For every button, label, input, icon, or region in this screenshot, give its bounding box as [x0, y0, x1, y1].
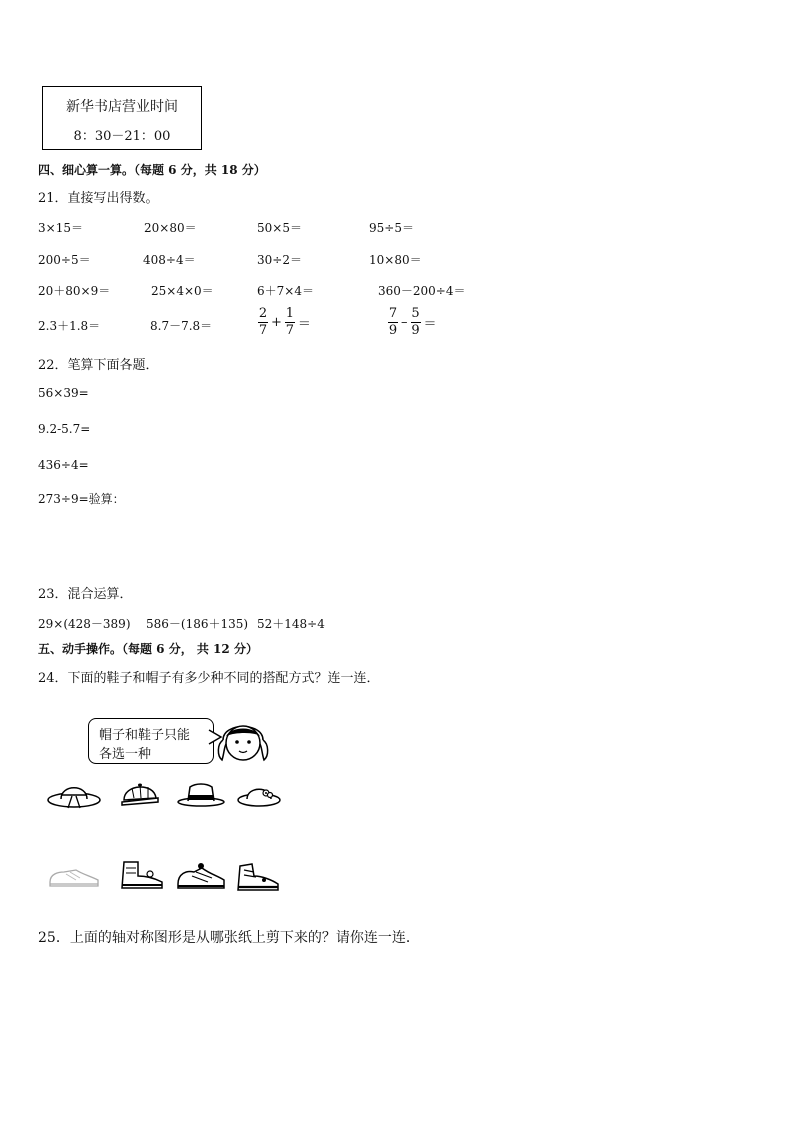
q22-item: 436÷4=: [38, 458, 89, 472]
denominator: 9: [411, 323, 420, 338]
denominator: 7: [285, 323, 295, 338]
speech-bubble-line-2: 各选一种: [99, 747, 152, 762]
fedora-icon: [176, 778, 226, 810]
numerator: 2: [258, 306, 268, 321]
sneaker-icon: [46, 862, 102, 892]
store-hours-box: [42, 86, 202, 150]
boot-icon: [116, 858, 168, 894]
q24-title: 24．下面的鞋子和帽子有多少种不同的搭配方式？连一连．: [38, 671, 380, 686]
numerator: 5: [411, 306, 420, 321]
fraction: [388, 306, 398, 339]
operator: –: [401, 315, 408, 330]
q21-item: 95÷5＝: [369, 221, 414, 235]
q25-title: 25．上面的轴对称图形是从哪张纸上剪下来的？请你连一连．: [38, 930, 420, 946]
speech-bubble: [88, 718, 214, 764]
q22-item: 9.2-5.7=: [38, 422, 91, 436]
girl-face-icon: [214, 714, 272, 768]
speech-bubble-line-1: 帽子和鞋子只能: [99, 728, 191, 743]
q21-item: 50×5＝: [257, 221, 302, 235]
section-4-heading: 四、细心算一算。（每题 6 分，共 18 分）: [38, 163, 266, 177]
running-shoe-icon: [174, 858, 228, 894]
fraction: [258, 306, 268, 339]
q21-item: 20×80＝: [144, 221, 197, 235]
store-hours-title: 新华书店营业时间: [66, 99, 178, 115]
operator: +: [271, 315, 282, 330]
q21-item: 10×80＝: [369, 253, 422, 267]
q22-title: 22．笔算下面各题．: [38, 358, 159, 373]
cap-icon: [118, 778, 162, 810]
q23-item: 29×(428－389): [38, 617, 131, 631]
store-hours-time: 8：30－21：00: [73, 129, 171, 144]
q23-title: 23．混合运算．: [38, 587, 133, 602]
q21-item: 25×4×0＝: [151, 284, 214, 298]
hat-icon: [46, 778, 102, 810]
q22-item: 273÷9=验算：: [38, 492, 125, 506]
hiking-shoe-icon: [234, 858, 284, 894]
q21-item: 30÷2＝: [257, 253, 302, 267]
q21-item: 2.3＋1.8＝: [38, 319, 101, 333]
q21-item: 6＋7×4＝: [257, 284, 314, 298]
fraction: [285, 306, 295, 339]
fraction-expression-1: [257, 306, 313, 339]
q21-item: 408÷4＝: [143, 253, 196, 267]
fraction-expression-2: [387, 306, 439, 339]
denominator: 9: [388, 323, 398, 338]
q21-item: 8.7－7.8＝: [150, 319, 213, 333]
q21-item: 20＋80×9＝: [38, 284, 111, 298]
q21-item: 360－200÷4＝: [378, 284, 466, 298]
equals-sign: ＝: [423, 317, 437, 332]
equals-sign: ＝: [297, 317, 311, 332]
q23-item: 52＋148÷4: [257, 617, 325, 631]
q21-item: 3×15＝: [38, 221, 83, 235]
q22-item: 56×39=: [38, 386, 89, 400]
flower-hat-icon: [236, 778, 282, 810]
q21-title: 21．直接写出得数。: [38, 191, 159, 206]
numerator: 1: [285, 306, 295, 321]
fraction: [411, 306, 421, 339]
numerator: 7: [388, 306, 398, 321]
q23-item: 586－(186＋135): [146, 617, 249, 631]
section-5-heading: 五、动手操作。（每题 6 分， 共 12 分）: [38, 642, 258, 656]
q21-item: 200÷5＝: [38, 253, 91, 267]
denominator: 7: [258, 323, 268, 338]
